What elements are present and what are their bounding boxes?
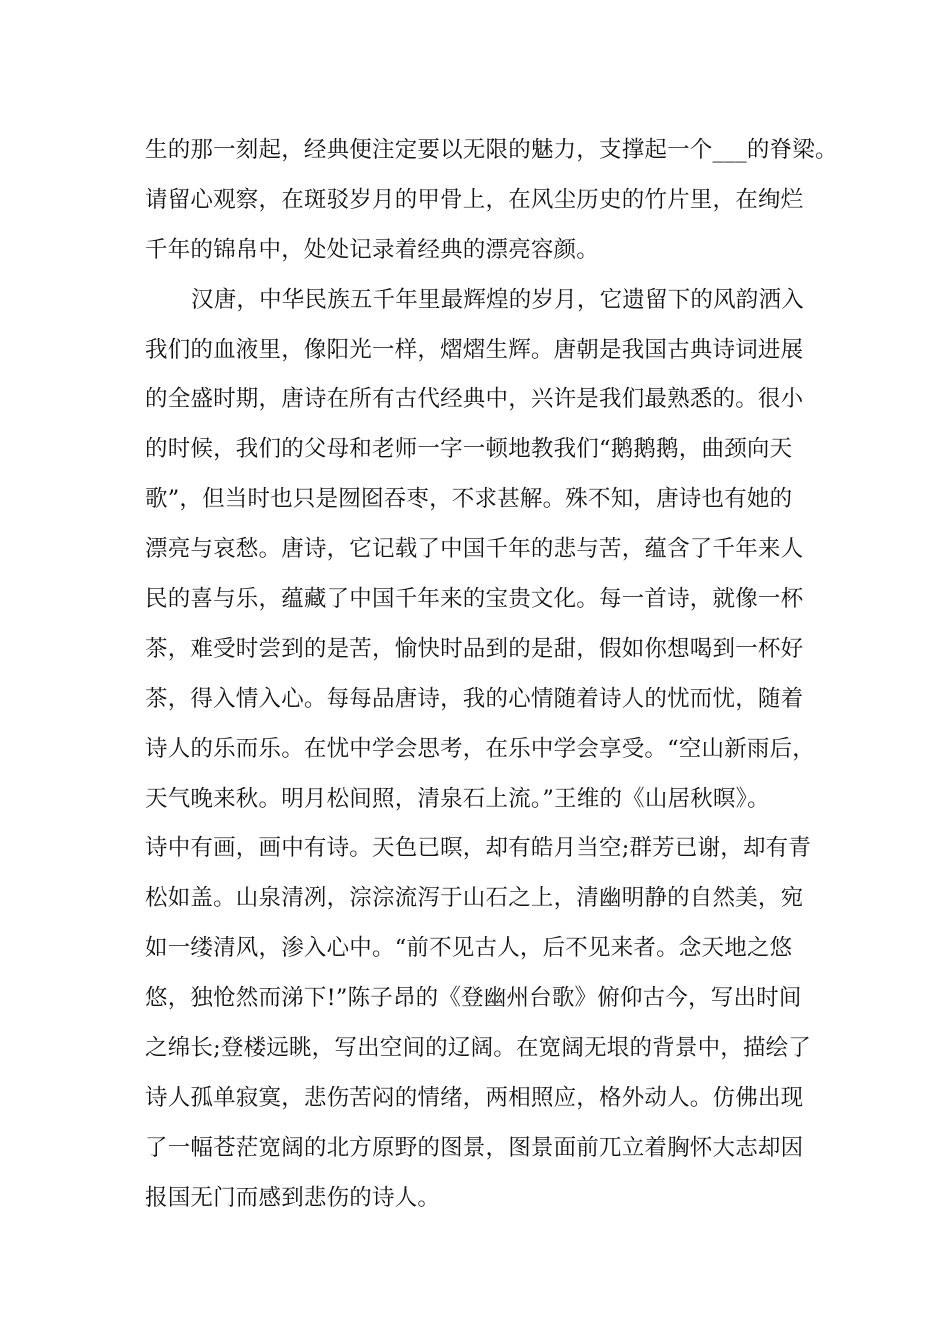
text-line: 诗人孤单寂寞，悲伤苦闷的情绪，两相照应，格外动人。仿佛出现	[145, 1084, 804, 1111]
text-line: 如一缕清风，渗入心中。“前不见古人，后不见来者。念天地之悠	[145, 935, 793, 962]
text-line: 诗人的乐而乐。在忧中学会思考，在乐中学会享受。“空山新雨后，	[145, 735, 816, 762]
text-line: 生的那一刻起，经典便注定要以无限的魅力，支撑起一个___的脊梁。	[145, 137, 838, 163]
text-line: 之绵长;登楼远眺，写出空间的辽阔。在宽阔无垠的背景中，描绘了	[145, 1035, 812, 1062]
text-line: 天气晚来秋。明月松间照，清泉石上流。”王维的《山居秋暝》。	[145, 785, 770, 812]
text-line: 的时候，我们的父母和老师一字一顿地教我们“鹅鹅鹅，曲颈向天	[145, 436, 793, 463]
text-line: 茶，难受时尝到的是苦，愉快时品到的是甜，假如你想喝到一杯好	[145, 635, 804, 662]
text-line: 请留心观察，在斑驳岁月的甲骨上，在风尘历史的竹片里，在绚烂	[145, 186, 804, 213]
text-line: 了一幅苍茫宽阔的北方原野的图景，图景面前兀立着胸怀大志却因	[145, 1134, 804, 1161]
paragraph-continuation	[145, 126, 838, 276]
text-line: 千年的锦帛中，处处记录着经典的漂亮容颜。	[145, 236, 600, 263]
paragraph-tang-poetry	[145, 276, 835, 1224]
text-line: 诗中有画，画中有诗。天色已暝，却有皓月当空;群芳已谢，却有青	[145, 835, 812, 862]
document-body	[145, 126, 838, 1224]
text-line-first: 汉唐，中华民族五千年里最辉煌的岁月，它遗留下的风韵洒入	[191, 286, 804, 313]
text-line: 的全盛时期，唐诗在所有古代经典中，兴许是我们最熟悉的。很小	[145, 386, 804, 413]
text-line: 松如盖。山泉清冽，淙淙流泻于山石之上，清幽明静的自然美，宛	[145, 885, 804, 912]
text-line: 报国无门而感到悲伤的诗人。	[145, 1184, 441, 1211]
text-line: 我们的血液里，像阳光一样，熠熠生辉。唐朝是我国古典诗词进展	[145, 336, 804, 363]
text-line: 茶，得入情入心。每每品唐诗，我的心情随着诗人的忧而忧，随着	[145, 685, 804, 712]
text-line: 歌”，但当时也只是囫囵吞枣，不求甚解。殊不知，唐诗也有她的	[145, 486, 793, 513]
text-line: 民的喜与乐，蕴藏了中国千年来的宝贵文化。每一首诗，就像一杯	[145, 586, 804, 613]
text-line: 漂亮与哀愁。唐诗，它记载了中国千年的悲与苦，蕴含了千年来人	[145, 536, 804, 563]
text-line: 悠，独怆然而涕下!”陈子昂的《登幽州台歌》俯仰古今，写出时间	[145, 985, 802, 1012]
